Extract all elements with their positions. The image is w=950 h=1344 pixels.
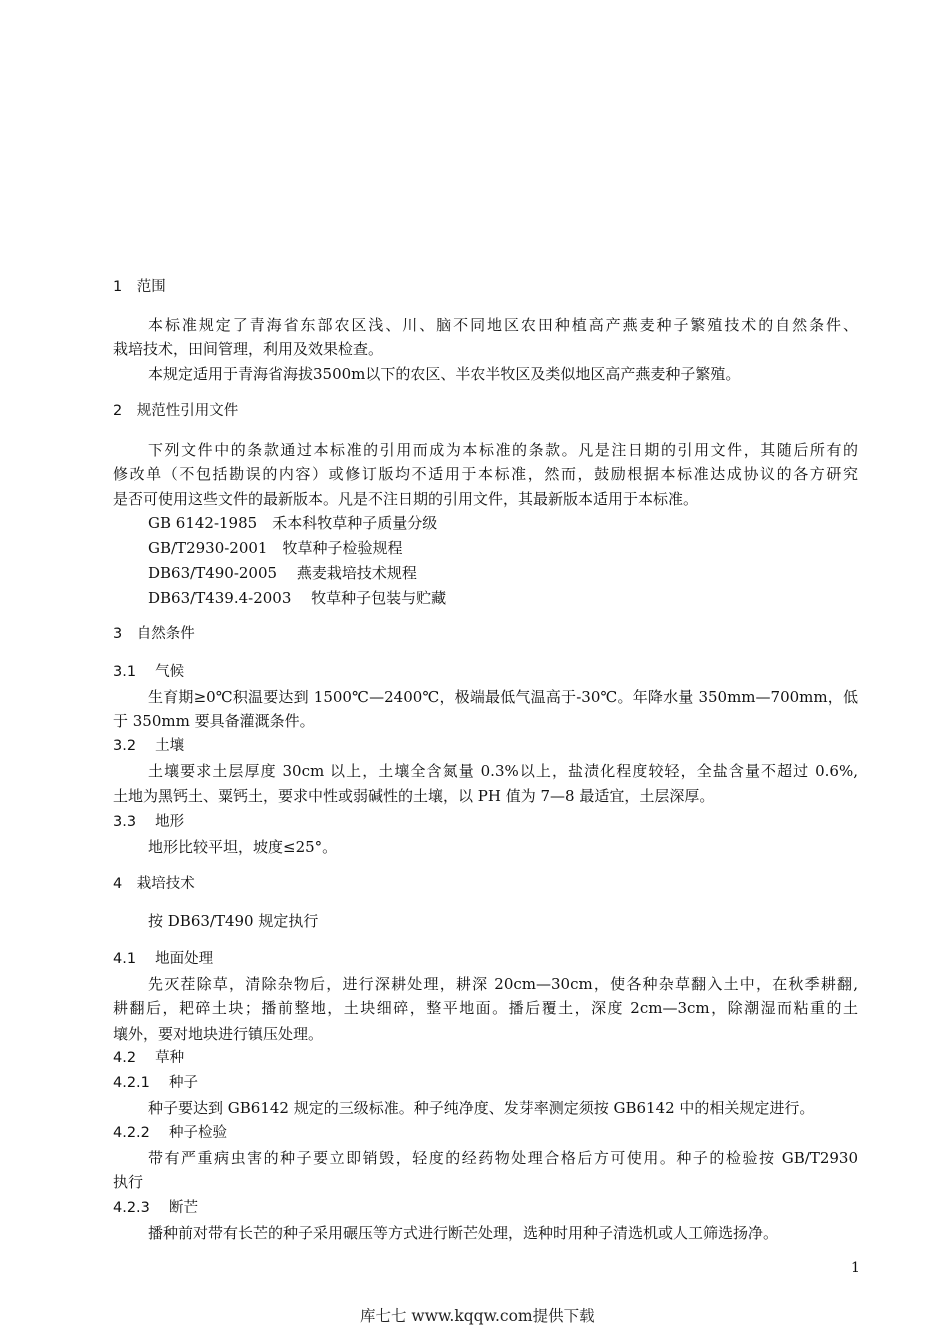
subsection-heading: 4.2 草种 — [113, 1050, 185, 1066]
paragraph-line: 生育期≥0℃积温要达到 1500℃—2400℃，极端最低气温高于-30℃。年降水量 350mm—700mm，低 — [148, 688, 858, 706]
subsection-heading: 4.2.3 断芒 — [113, 1200, 199, 1216]
paragraph-line: 是否可使用这些文件的最新版本。凡是不注日期的引用文件，其最新版本适用于本标准。 — [113, 490, 699, 508]
paragraph-line: 于 350mm 要具备灌溉条件。 — [113, 712, 315, 730]
section-heading: 1 范围 — [113, 279, 166, 295]
subsection-heading: 4.1 地面处理 — [113, 951, 214, 967]
reference-item: GB/T2930-2001 牧草种子检验规程 — [148, 539, 403, 557]
subsection-heading: 4.2.1 种子 — [113, 1075, 199, 1091]
page-number: 1 — [851, 1260, 860, 1276]
paragraph-line: 下列文件中的条款通过本标准的引用而成为本标准的条款。凡是注日期的引用文件，其随后所有的 — [148, 441, 858, 459]
paragraph-line: 按 DB63/T490 规定执行 — [148, 912, 319, 930]
paragraph-line: 土地为黑钙土、粟钙土，要求中性或弱碱性的土壤，以 PH 值为 7—8 最适宜，土层深厚。 — [113, 787, 715, 805]
paragraph-line: 执行 — [113, 1173, 144, 1191]
paragraph-line: 播种前对带有长芒的种子采用碾压等方式进行断芒处理，选种时用种子清选机或人工筛选扬净。 — [148, 1224, 779, 1242]
paragraph-line: 带有严重病虫害的种子要立即销毁，轻度的经药物处理合格后方可使用。种子的检验按 GB/T2930 — [148, 1149, 858, 1167]
section-heading: 3 自然条件 — [113, 626, 195, 642]
paragraph-line: 耕翻后，耙碎土块；播前整地，土块细碎，整平地面。播后覆土，深度 2cm—3cm，除潮湿而粘重的土 — [113, 999, 858, 1017]
paragraph-line: 修改单（不包括勘误的内容）或修订版均不适用于本标准，然而，鼓励根据本标准达成协议的各方研究 — [113, 465, 858, 483]
reference-item: DB63/T439.4-2003 牧草种子包装与贮藏 — [148, 589, 447, 607]
subsection-heading: 3.3 地形 — [113, 814, 185, 830]
reference-item: GB 6142-1985 禾本科牧草种子质量分级 — [148, 514, 438, 532]
section-heading: 2 规范性引用文件 — [113, 403, 239, 419]
subsection-heading: 3.1 气候 — [113, 664, 185, 680]
section-heading: 4 栽培技术 — [113, 876, 195, 892]
paragraph-line: 本规定适用于青海省海拔3500m以下的农区、半农半牧区及类似地区高产燕麦种子繁殖。 — [148, 365, 741, 383]
subsection-heading: 4.2.2 种子检验 — [113, 1125, 228, 1141]
paragraph-line: 本标准规定了青海省东部农区浅、川、脑不同地区农田种植高产燕麦种子繁殖技术的自然条件、 — [148, 316, 858, 334]
footer-text: 库七七 www.kqqw.com提供下载 — [360, 1307, 595, 1325]
paragraph-line: 种子要达到 GB6142 规定的三级标准。种子纯净度、发芽率测定须按 GB6142 中的相关规定进行。 — [148, 1099, 815, 1117]
paragraph-line: 栽培技术，田间管理，利用及效果检查。 — [113, 340, 384, 358]
paragraph-line: 壤外，要对地块进行镇压处理。 — [113, 1025, 324, 1043]
subsection-heading: 3.2 土壤 — [113, 738, 185, 754]
paragraph-line: 地形比较平坦，坡度≤25°。 — [148, 838, 338, 856]
paragraph-line: 土壤要求土层厚度 30cm 以上，土壤全含氮量 0.3%以上，盐渍化程度较轻，全盐含量不超过 0.6%, — [148, 762, 858, 780]
paragraph-line: 先灭茬除草，清除杂物后，进行深耕处理，耕深 20cm—30cm，使各种杂草翻入土中，在秋季耕翻, — [148, 975, 858, 993]
reference-item: DB63/T490-2005 燕麦栽培技术规程 — [148, 564, 417, 582]
